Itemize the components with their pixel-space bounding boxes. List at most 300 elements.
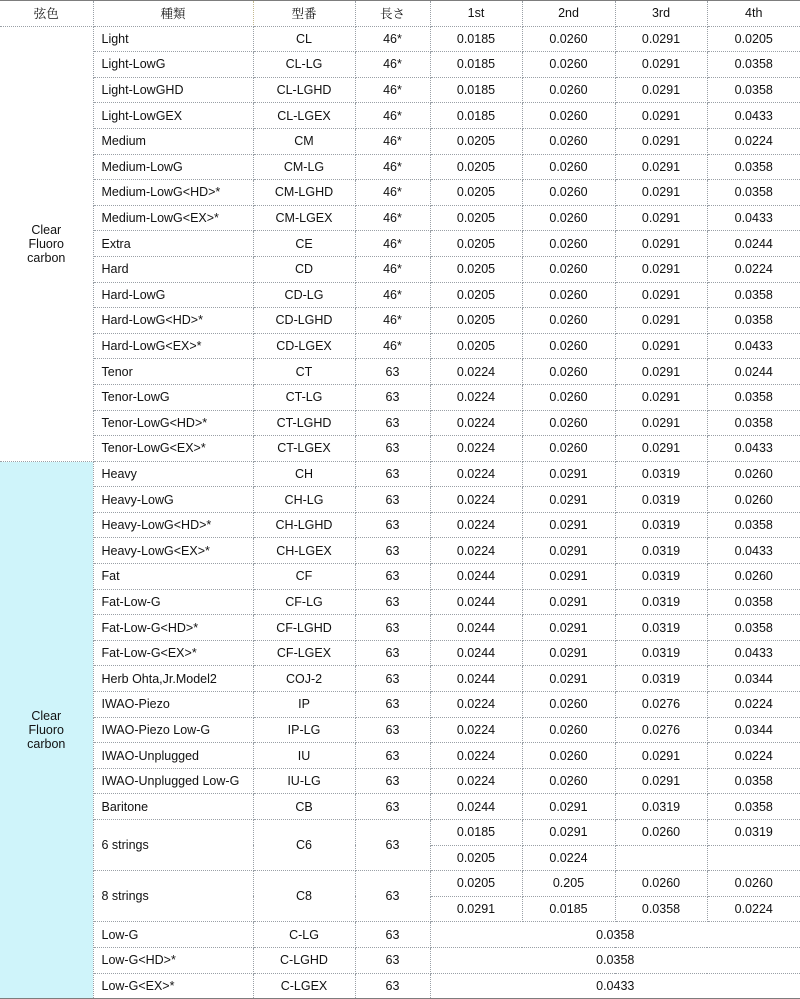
gauge-cell-1st: 0.0244 xyxy=(430,666,522,692)
category-label-line: carbon xyxy=(27,250,66,265)
table-row xyxy=(0,231,800,257)
gauge-cell-4th: 0.0358 xyxy=(707,384,800,410)
length-cell: 46* xyxy=(355,308,430,334)
model-cell: IU-LG xyxy=(253,768,355,794)
table-row xyxy=(0,77,800,103)
table-row xyxy=(0,615,800,641)
model-cell: C6 xyxy=(253,820,355,871)
length-cell: 46* xyxy=(355,52,430,78)
gauge-cell-3rd: 0.0291 xyxy=(615,333,707,359)
gauge-cell-3rd: 0.0260 xyxy=(615,820,707,846)
category-label-line: carbon xyxy=(27,736,66,751)
gauge-cell-4th: 0.0433 xyxy=(707,103,800,129)
gauge-cell-2nd: 0.0291 xyxy=(522,564,615,590)
model-cell: C8 xyxy=(253,871,355,922)
category-label-line: Fluoro xyxy=(28,236,64,251)
gauge-cell-4th: 0.0358 xyxy=(707,615,800,641)
category-label-line: Fluoro xyxy=(28,722,64,737)
column-header-length: 長さ xyxy=(355,1,430,27)
gauge-cell-2nd: 0.0291 xyxy=(522,538,615,564)
gauge-cell-4th: 0.0433 xyxy=(707,205,800,231)
gauge-cell-4th: 0.0358 xyxy=(707,77,800,103)
kind-cell: IWAO-Unplugged xyxy=(93,743,253,769)
model-cell: CM-LGHD xyxy=(253,180,355,206)
table-row xyxy=(0,26,800,52)
gauge-cell-1st: 0.0224 xyxy=(430,743,522,769)
kind-cell: Medium-LowG<HD>* xyxy=(93,180,253,206)
gauge-cell-1st: 0.0224 xyxy=(430,436,522,462)
gauge-cell-2nd: 0.0291 xyxy=(522,487,615,513)
model-cell: CD-LGHD xyxy=(253,308,355,334)
gauge-cell-1st: 0.0224 xyxy=(430,384,522,410)
gauge-cell-1st: 0.0205 xyxy=(430,231,522,257)
model-cell: CF-LG xyxy=(253,589,355,615)
gauge-cell-4th: 0.0358 xyxy=(707,180,800,206)
header-row xyxy=(0,1,800,27)
gauge-cell-2nd: 0.0291 xyxy=(522,512,615,538)
table-row xyxy=(0,103,800,129)
gauge-cell-3rd: 0.0291 xyxy=(615,256,707,282)
length-cell: 63 xyxy=(355,947,430,973)
length-cell: 63 xyxy=(355,359,430,385)
gauge-cell-3rd: 0.0291 xyxy=(615,77,707,103)
gauge-cell-3rd: 0.0319 xyxy=(615,640,707,666)
model-cell: IP xyxy=(253,692,355,718)
gauge-cell-4th: 0.0358 xyxy=(707,589,800,615)
length-cell: 63 xyxy=(355,871,430,922)
gauge-cell-2nd: 0.0291 xyxy=(522,615,615,641)
category-label-line: Clear xyxy=(31,708,62,723)
gauge-cell-3rd: 0.0291 xyxy=(615,743,707,769)
gauge-cell-3rd: 0.0291 xyxy=(615,103,707,129)
column-header-3rd: 3rd xyxy=(615,1,707,27)
category-cell xyxy=(0,26,93,461)
gauge-cell-3rd: 0.0291 xyxy=(615,128,707,154)
gauge-cell-4th: 0.0433 xyxy=(707,333,800,359)
column-header-color: 弦色 xyxy=(0,1,93,27)
gauge-cell-2nd: 0.0291 xyxy=(522,794,615,820)
gauge-cell-2nd: 0.0260 xyxy=(522,308,615,334)
kind-cell: Tenor-LowG xyxy=(93,384,253,410)
gauge-cell-4th: 0.0358 xyxy=(707,410,800,436)
length-cell: 46* xyxy=(355,282,430,308)
gauge-cell-3rd: 0.0291 xyxy=(615,205,707,231)
gauge-cell-4th: 0.0244 xyxy=(707,359,800,385)
gauge-cell-1st: 0.0185 xyxy=(430,26,522,52)
category-cell xyxy=(0,461,93,998)
gauge-cell-1st: 0.0244 xyxy=(430,640,522,666)
kind-cell: Low-G xyxy=(93,922,253,948)
gauge-cell-3rd: 0.0291 xyxy=(615,282,707,308)
gauge-cell-3rd: 0.0319 xyxy=(615,564,707,590)
table-row xyxy=(0,512,800,538)
length-cell: 63 xyxy=(355,436,430,462)
gauge-cell-2nd: 0.0291 xyxy=(522,640,615,666)
gauge-cell-4th xyxy=(707,845,800,871)
gauge-cell-2nd: 0.0291 xyxy=(522,589,615,615)
model-cell: IU xyxy=(253,743,355,769)
table-row xyxy=(0,180,800,206)
gauge-cell-1st: 0.0185 xyxy=(430,820,522,846)
kind-cell: Medium-LowG xyxy=(93,154,253,180)
gauge-cell-1st: 0.0205 xyxy=(430,205,522,231)
length-cell: 63 xyxy=(355,615,430,641)
gauge-cell-4th: 0.0205 xyxy=(707,26,800,52)
column-header-2nd: 2nd xyxy=(522,1,615,27)
length-cell: 63 xyxy=(355,640,430,666)
gauge-cell-1st: 0.0224 xyxy=(430,768,522,794)
gauge-cell-3rd: 0.0291 xyxy=(615,52,707,78)
table-row xyxy=(0,205,800,231)
table-row xyxy=(0,461,800,487)
column-header-kind: 種類 xyxy=(93,1,253,27)
gauge-cell-1st: 0.0205 xyxy=(430,154,522,180)
category-label-line: Clear xyxy=(31,222,62,237)
gauge-cell-2nd: 0.0260 xyxy=(522,180,615,206)
kind-cell: Low-G<EX>* xyxy=(93,973,253,999)
gauge-cell-4th: 0.0224 xyxy=(707,896,800,922)
model-cell: CH-LGEX xyxy=(253,538,355,564)
model-cell: COJ-2 xyxy=(253,666,355,692)
gauge-cell-4th: 0.0344 xyxy=(707,666,800,692)
model-cell: CB xyxy=(253,794,355,820)
gauge-cell-2nd: 0.0260 xyxy=(522,52,615,78)
gauge-cell-3rd: 0.0358 xyxy=(615,896,707,922)
gauge-cell-4th: 0.0358 xyxy=(707,308,800,334)
gauge-cell-3rd: 0.0291 xyxy=(615,154,707,180)
kind-cell: Light-LowG xyxy=(93,52,253,78)
gauge-cell-all: 0.0358 xyxy=(430,947,800,973)
table-body xyxy=(0,26,800,999)
gauge-cell-1st: 0.0205 xyxy=(430,180,522,206)
model-cell: CT-LGEX xyxy=(253,436,355,462)
gauge-cell-3rd: 0.0291 xyxy=(615,231,707,257)
kind-cell: 6 strings xyxy=(93,820,253,871)
gauge-cell-2nd: 0.0260 xyxy=(522,359,615,385)
gauge-cell-1st: 0.0205 xyxy=(430,282,522,308)
table-row xyxy=(0,973,800,999)
gauge-cell-1st: 0.0291 xyxy=(430,896,522,922)
table-row xyxy=(0,871,800,897)
gauge-cell-4th: 0.0358 xyxy=(707,768,800,794)
gauge-cell-1st: 0.0205 xyxy=(430,845,522,871)
gauge-cell-2nd: 0.0260 xyxy=(522,205,615,231)
table-header xyxy=(0,1,800,27)
gauge-cell-1st: 0.0224 xyxy=(430,410,522,436)
table-row xyxy=(0,717,800,743)
model-cell: CT xyxy=(253,359,355,385)
kind-cell: Heavy-LowG<EX>* xyxy=(93,538,253,564)
gauge-cell-4th: 0.0260 xyxy=(707,487,800,513)
kind-cell: IWAO-Unplugged Low-G xyxy=(93,768,253,794)
length-cell: 63 xyxy=(355,768,430,794)
table-row xyxy=(0,794,800,820)
column-header-4th: 4th xyxy=(707,1,800,27)
length-cell: 63 xyxy=(355,461,430,487)
gauge-cell-1st: 0.0244 xyxy=(430,615,522,641)
gauge-cell-2nd: 0.0260 xyxy=(522,26,615,52)
kind-cell: Tenor-LowG<HD>* xyxy=(93,410,253,436)
gauge-cell-3rd: 0.0291 xyxy=(615,26,707,52)
gauge-cell-2nd: 0.0260 xyxy=(522,436,615,462)
kind-cell: Hard xyxy=(93,256,253,282)
table-row xyxy=(0,692,800,718)
table-row xyxy=(0,282,800,308)
model-cell: CL-LG xyxy=(253,52,355,78)
gauge-cell-2nd: 0.0291 xyxy=(522,820,615,846)
length-cell: 63 xyxy=(355,820,430,871)
gauge-cell-2nd: 0.0260 xyxy=(522,333,615,359)
length-cell: 46* xyxy=(355,154,430,180)
gauge-cell-4th: 0.0358 xyxy=(707,282,800,308)
kind-cell: Extra xyxy=(93,231,253,257)
gauge-cell-4th: 0.0344 xyxy=(707,717,800,743)
gauge-cell-3rd: 0.0319 xyxy=(615,461,707,487)
table-row xyxy=(0,308,800,334)
kind-cell: Fat-Low-G<EX>* xyxy=(93,640,253,666)
gauge-cell-3rd: 0.0319 xyxy=(615,512,707,538)
model-cell: IP-LG xyxy=(253,717,355,743)
length-cell: 63 xyxy=(355,410,430,436)
table-row xyxy=(0,589,800,615)
gauge-cell-4th: 0.0224 xyxy=(707,743,800,769)
gauge-cell-1st: 0.0244 xyxy=(430,794,522,820)
gauge-cell-4th: 0.0260 xyxy=(707,564,800,590)
gauge-cell-3rd: 0.0276 xyxy=(615,717,707,743)
kind-cell: Heavy-LowG<HD>* xyxy=(93,512,253,538)
model-cell: CE xyxy=(253,231,355,257)
gauge-cell-3rd: 0.0276 xyxy=(615,692,707,718)
kind-cell: Hard-LowG xyxy=(93,282,253,308)
gauge-cell-3rd: 0.0319 xyxy=(615,589,707,615)
gauge-cell-all: 0.0433 xyxy=(430,973,800,999)
length-cell: 63 xyxy=(355,384,430,410)
kind-cell: Fat-Low-G<HD>* xyxy=(93,615,253,641)
gauge-cell-2nd: 0.0291 xyxy=(522,461,615,487)
gauge-cell-2nd: 0.0260 xyxy=(522,717,615,743)
gauge-cell-3rd: 0.0319 xyxy=(615,538,707,564)
kind-cell: Fat xyxy=(93,564,253,590)
model-cell: CM xyxy=(253,128,355,154)
length-cell: 46* xyxy=(355,180,430,206)
gauge-cell-3rd: 0.0260 xyxy=(615,871,707,897)
table-row xyxy=(0,410,800,436)
length-cell: 46* xyxy=(355,77,430,103)
gauge-cell-2nd: 0.0260 xyxy=(522,231,615,257)
gauge-cell-4th: 0.0433 xyxy=(707,538,800,564)
model-cell: CH-LGHD xyxy=(253,512,355,538)
gauge-cell-2nd: 0.0260 xyxy=(522,692,615,718)
length-cell: 46* xyxy=(355,231,430,257)
length-cell: 63 xyxy=(355,512,430,538)
table-row xyxy=(0,666,800,692)
kind-cell: Light xyxy=(93,26,253,52)
gauge-cell-1st: 0.0185 xyxy=(430,52,522,78)
gauge-cell-1st: 0.0205 xyxy=(430,333,522,359)
table-row xyxy=(0,922,800,948)
gauge-cell-1st: 0.0244 xyxy=(430,564,522,590)
length-cell: 63 xyxy=(355,794,430,820)
column-header-1st: 1st xyxy=(430,1,522,27)
gauge-cell-1st: 0.0244 xyxy=(430,589,522,615)
length-cell: 63 xyxy=(355,564,430,590)
gauge-cell-4th: 0.0433 xyxy=(707,436,800,462)
gauge-cell-4th: 0.0224 xyxy=(707,128,800,154)
gauge-cell-1st: 0.0205 xyxy=(430,871,522,897)
table-row xyxy=(0,640,800,666)
model-cell: C-LGHD xyxy=(253,947,355,973)
gauge-cell-2nd: 0.0260 xyxy=(522,743,615,769)
gauge-cell-1st: 0.0224 xyxy=(430,461,522,487)
length-cell: 46* xyxy=(355,128,430,154)
table-row xyxy=(0,820,800,846)
table-row xyxy=(0,538,800,564)
kind-cell: Light-LowGHD xyxy=(93,77,253,103)
model-cell: CD xyxy=(253,256,355,282)
gauge-cell-2nd: 0.0260 xyxy=(522,154,615,180)
length-cell: 63 xyxy=(355,743,430,769)
gauge-cell-4th: 0.0358 xyxy=(707,794,800,820)
table-row xyxy=(0,564,800,590)
kind-cell: Hard-LowG<EX>* xyxy=(93,333,253,359)
gauge-cell-1st: 0.0224 xyxy=(430,487,522,513)
gauge-cell-3rd: 0.0291 xyxy=(615,308,707,334)
gauge-cell-1st: 0.0224 xyxy=(430,692,522,718)
gauge-cell-1st: 0.0224 xyxy=(430,538,522,564)
model-cell: CM-LG xyxy=(253,154,355,180)
length-cell: 46* xyxy=(355,103,430,129)
model-cell: CF xyxy=(253,564,355,590)
kind-cell: IWAO-Piezo xyxy=(93,692,253,718)
gauge-cell-3rd: 0.0319 xyxy=(615,487,707,513)
gauge-cell-4th: 0.0358 xyxy=(707,512,800,538)
length-cell: 63 xyxy=(355,487,430,513)
gauge-cell-1st: 0.0185 xyxy=(430,103,522,129)
kind-cell: Heavy-LowG xyxy=(93,487,253,513)
gauge-cell-2nd: 0.0260 xyxy=(522,256,615,282)
gauge-cell-3rd: 0.0291 xyxy=(615,436,707,462)
gauge-cell-1st: 0.0224 xyxy=(430,512,522,538)
gauge-cell-3rd: 0.0319 xyxy=(615,666,707,692)
gauge-cell-1st: 0.0205 xyxy=(430,256,522,282)
length-cell: 63 xyxy=(355,717,430,743)
kind-cell: Herb Ohta,Jr.Model2 xyxy=(93,666,253,692)
table-row xyxy=(0,333,800,359)
gauge-cell-all: 0.0358 xyxy=(430,922,800,948)
gauge-cell-3rd: 0.0291 xyxy=(615,410,707,436)
gauge-cell-2nd: 0.0291 xyxy=(522,666,615,692)
kind-cell: Light-LowGEX xyxy=(93,103,253,129)
model-cell: CT-LG xyxy=(253,384,355,410)
column-header-model: 型番 xyxy=(253,1,355,27)
table-row xyxy=(0,768,800,794)
length-cell: 63 xyxy=(355,666,430,692)
table-row xyxy=(0,947,800,973)
gauge-cell-2nd: 0.0260 xyxy=(522,768,615,794)
model-cell: CH xyxy=(253,461,355,487)
length-cell: 63 xyxy=(355,922,430,948)
gauge-cell-4th: 0.0319 xyxy=(707,820,800,846)
model-cell: C-LG xyxy=(253,922,355,948)
length-cell: 46* xyxy=(355,205,430,231)
gauge-cell-4th: 0.0224 xyxy=(707,256,800,282)
kind-cell: 8 strings xyxy=(93,871,253,922)
length-cell: 63 xyxy=(355,973,430,999)
kind-cell: Medium xyxy=(93,128,253,154)
gauge-cell-2nd: 0.0260 xyxy=(522,103,615,129)
table-row xyxy=(0,256,800,282)
kind-cell: Tenor-LowG<EX>* xyxy=(93,436,253,462)
length-cell: 46* xyxy=(355,256,430,282)
gauge-cell-4th: 0.0224 xyxy=(707,692,800,718)
model-cell: CM-LGEX xyxy=(253,205,355,231)
kind-cell: Fat-Low-G xyxy=(93,589,253,615)
gauge-cell-4th: 0.0433 xyxy=(707,640,800,666)
length-cell: 46* xyxy=(355,26,430,52)
table-row xyxy=(0,384,800,410)
gauge-cell-4th: 0.0358 xyxy=(707,154,800,180)
model-cell: CD-LGEX xyxy=(253,333,355,359)
gauge-cell-2nd: 0.0224 xyxy=(522,845,615,871)
gauge-cell-2nd: 0.0260 xyxy=(522,410,615,436)
model-cell: CL xyxy=(253,26,355,52)
gauge-cell-2nd: 0.0185 xyxy=(522,896,615,922)
gauge-cell-4th: 0.0260 xyxy=(707,871,800,897)
gauge-cell-1st: 0.0185 xyxy=(430,77,522,103)
gauge-cell-4th: 0.0358 xyxy=(707,52,800,78)
kind-cell: IWAO-Piezo Low-G xyxy=(93,717,253,743)
gauge-cell-1st: 0.0205 xyxy=(430,128,522,154)
gauge-cell-1st: 0.0224 xyxy=(430,717,522,743)
gauge-cell-3rd: 0.0319 xyxy=(615,615,707,641)
gauge-cell-3rd: 0.0291 xyxy=(615,768,707,794)
gauge-cell-2nd: 0.0260 xyxy=(522,77,615,103)
table-row xyxy=(0,487,800,513)
table-row xyxy=(0,154,800,180)
gauge-cell-2nd: 0.205 xyxy=(522,871,615,897)
gauge-cell-3rd: 0.0319 xyxy=(615,794,707,820)
length-cell: 63 xyxy=(355,692,430,718)
model-cell: CD-LG xyxy=(253,282,355,308)
gauge-cell-2nd: 0.0260 xyxy=(522,384,615,410)
gauge-cell-2nd: 0.0260 xyxy=(522,128,615,154)
gauge-cell-3rd: 0.0291 xyxy=(615,180,707,206)
length-cell: 46* xyxy=(355,333,430,359)
table-row xyxy=(0,359,800,385)
kind-cell: Baritone xyxy=(93,794,253,820)
length-cell: 63 xyxy=(355,589,430,615)
kind-cell: Medium-LowG<EX>* xyxy=(93,205,253,231)
model-cell: CH-LG xyxy=(253,487,355,513)
kind-cell: Tenor xyxy=(93,359,253,385)
table-row xyxy=(0,436,800,462)
gauge-cell-3rd xyxy=(615,845,707,871)
kind-cell: Hard-LowG<HD>* xyxy=(93,308,253,334)
model-cell: CF-LGEX xyxy=(253,640,355,666)
table-row xyxy=(0,52,800,78)
kind-cell: Low-G<HD>* xyxy=(93,947,253,973)
gauge-cell-4th: 0.0260 xyxy=(707,461,800,487)
gauge-cell-3rd: 0.0291 xyxy=(615,384,707,410)
gauge-cell-4th: 0.0244 xyxy=(707,231,800,257)
table-row xyxy=(0,128,800,154)
gauge-cell-2nd: 0.0260 xyxy=(522,282,615,308)
model-cell: CL-LGEX xyxy=(253,103,355,129)
model-cell: CT-LGHD xyxy=(253,410,355,436)
length-cell: 63 xyxy=(355,538,430,564)
kind-cell: Heavy xyxy=(93,461,253,487)
gauge-cell-3rd: 0.0291 xyxy=(615,359,707,385)
